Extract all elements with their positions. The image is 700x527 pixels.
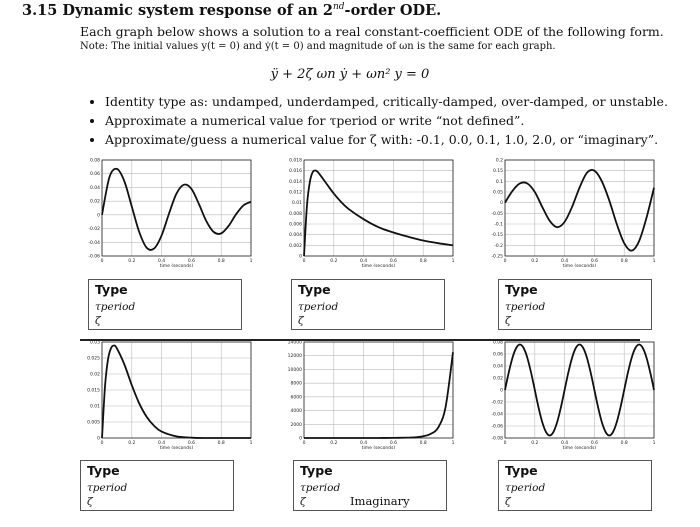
x-tick-label: 0.6 xyxy=(187,259,195,264)
plot-frame xyxy=(304,342,453,438)
y-tick-label: 0.02 xyxy=(492,376,503,382)
x-tick-label: 0.2 xyxy=(330,441,338,446)
y-tick-label: 0.015 xyxy=(87,388,100,394)
answer-zeta-value[interactable]: Imaginary xyxy=(350,494,410,508)
x-tick-label: 1 xyxy=(249,441,253,446)
y-tick-label: 0.1 xyxy=(495,179,503,185)
x-tick-label: 0.6 xyxy=(389,259,397,264)
y-tick-label: -0.1 xyxy=(494,222,503,228)
answer-zeta-label: ζ xyxy=(505,496,511,508)
chart-svg xyxy=(80,157,255,267)
y-tick-label: 0.08 xyxy=(492,340,503,346)
x-tick-label: 1 xyxy=(652,441,656,446)
y-tick-label: -0.2 xyxy=(494,243,503,249)
y-tick-label: 0.008 xyxy=(289,211,302,217)
x-tick-label: 0.4 xyxy=(561,441,569,446)
y-tick-label: -0.06 xyxy=(491,424,503,430)
x-tick-label: 1 xyxy=(451,441,455,446)
y-tick-label: 4000 xyxy=(290,409,302,415)
y-tick-label: 12000 xyxy=(287,354,302,360)
answer-period-label: τperiod xyxy=(298,301,339,313)
y-tick-label: 6000 xyxy=(290,395,302,401)
answer-period-label: τperiod xyxy=(300,482,341,494)
answer-zeta-label: ζ xyxy=(300,496,306,508)
answer-type-label: Type xyxy=(505,282,538,297)
response-curve xyxy=(102,169,251,250)
x-tick-label: 0.4 xyxy=(158,441,166,446)
response-curve xyxy=(102,346,251,439)
x-tick-label: 0.6 xyxy=(590,259,598,264)
y-tick-label: 0.02 xyxy=(89,199,100,205)
x-axis-label: time (seconds) xyxy=(562,264,597,267)
answer-type-label: Type xyxy=(87,463,120,478)
chart-svg xyxy=(282,157,457,267)
instruction-list xyxy=(85,92,668,149)
y-tick-label: -0.25 xyxy=(491,254,503,260)
answer-box-1[interactable] xyxy=(88,279,242,330)
problem-title-sup: nd xyxy=(332,2,345,13)
y-tick-label: -0.02 xyxy=(491,400,503,406)
answer-type-label: Type xyxy=(298,282,331,297)
answer-period-label: τperiod xyxy=(505,482,546,494)
x-tick-label: 0.4 xyxy=(561,259,569,264)
y-tick-label: 0 xyxy=(299,436,302,442)
x-tick-label: 0.8 xyxy=(419,259,427,264)
y-tick-label: 0.2 xyxy=(495,158,503,164)
y-tick-label: -0.15 xyxy=(491,233,503,239)
answer-box-5[interactable] xyxy=(293,460,447,511)
plot-frame xyxy=(505,160,654,256)
x-tick-label: 0.8 xyxy=(419,441,427,446)
y-tick-label: 0.15 xyxy=(492,169,503,175)
response-plot-4 xyxy=(80,339,255,449)
y-tick-label: 0.08 xyxy=(89,158,100,164)
y-tick-label: -0.02 xyxy=(88,227,100,233)
x-tick-label: 0.2 xyxy=(128,259,136,264)
answer-box-2[interactable] xyxy=(291,279,445,330)
y-tick-label: 0.014 xyxy=(289,179,302,185)
answer-period-label: τperiod xyxy=(95,301,136,313)
x-tick-label: 0.8 xyxy=(217,441,225,446)
y-tick-label: 0.025 xyxy=(87,356,100,362)
y-tick-label: 0.06 xyxy=(89,172,100,178)
intro-text: Each graph below shows a solution to a real constant-coefficient ODE of the following form. xyxy=(80,24,664,39)
y-tick-label: -0.04 xyxy=(491,412,503,418)
x-tick-label: 0.8 xyxy=(620,441,628,446)
x-tick-label: 0 xyxy=(503,259,507,264)
chart-svg xyxy=(483,339,658,449)
x-tick-label: 0.6 xyxy=(187,441,195,446)
y-tick-label: 0.06 xyxy=(492,352,503,358)
answer-type-label: Type xyxy=(505,463,538,478)
x-tick-label: 0.8 xyxy=(217,259,225,264)
problem-title-prefix: Dynamic system response of an 2 xyxy=(62,2,333,19)
x-tick-label: 0.2 xyxy=(330,259,338,264)
y-tick-label: 0.004 xyxy=(289,233,302,239)
y-tick-label: 0.03 xyxy=(89,340,100,346)
y-tick-label: -0.04 xyxy=(88,240,100,246)
plot-frame xyxy=(102,160,251,256)
y-tick-label: 0.05 xyxy=(492,190,503,196)
x-tick-label: 0 xyxy=(100,441,104,446)
x-tick-label: 0 xyxy=(100,259,104,264)
y-tick-label: 0.012 xyxy=(289,190,302,196)
answer-zeta-label: ζ xyxy=(87,496,93,508)
y-tick-label: 0 xyxy=(299,254,302,260)
y-tick-label: 0.005 xyxy=(87,420,100,426)
y-tick-label: 0.016 xyxy=(289,169,302,175)
x-tick-label: 1 xyxy=(249,259,253,264)
problem-heading xyxy=(22,2,441,19)
y-tick-label: 0 xyxy=(500,388,503,394)
chart-svg xyxy=(80,339,255,449)
y-tick-label: 0 xyxy=(97,213,100,219)
y-tick-label: 0.018 xyxy=(289,158,302,164)
answer-zeta-label: ζ xyxy=(298,315,304,327)
answer-period-label: τperiod xyxy=(505,301,546,313)
instruction-zeta: • Approximate/guess a numerical value for ζ with: -0.1, 0.0, 0.1, 1.0, 2.0, or “imaginary”. xyxy=(105,130,668,149)
response-plot-3 xyxy=(483,157,658,267)
y-tick-label: 0.002 xyxy=(289,243,302,249)
y-tick-label: 0.04 xyxy=(492,364,503,370)
response-curve xyxy=(304,352,453,438)
x-tick-label: 0 xyxy=(503,441,507,446)
problem-title-suffix: -order ODE. xyxy=(344,2,442,19)
answer-box-3[interactable] xyxy=(498,279,652,330)
response-curve xyxy=(505,170,654,251)
y-tick-label: 0.006 xyxy=(289,222,302,228)
instruction-period: • Approximate a numerical value for τperiod or write “not defined”. xyxy=(105,111,668,130)
y-tick-label: 14000 xyxy=(287,340,302,346)
response-plot-5 xyxy=(282,339,457,449)
problem-number: 3.15 xyxy=(22,2,58,19)
y-tick-label: 0.01 xyxy=(291,201,302,207)
note-text: Note: The initial values y(t = 0) and ẏ(t = 0) and magnitude of ωn is the same for each graph. xyxy=(80,41,556,52)
x-tick-label: 0.4 xyxy=(158,259,166,264)
y-tick-label: 2000 xyxy=(290,422,302,428)
x-tick-label: 0.4 xyxy=(360,259,368,264)
answer-type-label: Type xyxy=(95,282,128,297)
y-tick-label: -0.05 xyxy=(491,211,503,217)
x-tick-label: 1 xyxy=(652,259,656,264)
response-plot-2 xyxy=(282,157,457,267)
y-tick-label: 0 xyxy=(97,436,100,442)
instruction-type: • Identity type as: undamped, underdamped, critically-damped, over-damped, or unstable. xyxy=(105,92,668,111)
y-tick-label: 8000 xyxy=(290,381,302,387)
x-tick-label: 0.6 xyxy=(389,441,397,446)
y-tick-label: 0.02 xyxy=(89,372,100,378)
y-tick-label: 0.04 xyxy=(89,185,100,191)
response-plot-6 xyxy=(483,339,658,449)
answer-zeta-label: ζ xyxy=(505,315,511,327)
answer-zeta-label: ζ xyxy=(95,315,101,327)
y-tick-label: 0.01 xyxy=(89,404,100,410)
x-axis-label: time (seconds) xyxy=(361,264,396,267)
x-tick-label: 1 xyxy=(451,259,455,264)
answer-period-label: τperiod xyxy=(87,482,128,494)
y-tick-label: 0 xyxy=(500,201,503,207)
x-axis-label: time (seconds) xyxy=(159,446,194,449)
y-tick-label: -0.06 xyxy=(88,254,100,260)
answer-box-4[interactable] xyxy=(80,460,234,511)
x-axis-label: time (seconds) xyxy=(361,446,396,449)
x-tick-label: 0.2 xyxy=(531,259,539,264)
response-plot-1 xyxy=(80,157,255,267)
ode-equation: ÿ + 2ζ ωn ẏ + ωn² y = 0 xyxy=(270,67,430,82)
x-tick-label: 0.2 xyxy=(128,441,136,446)
x-tick-label: 0.2 xyxy=(531,441,539,446)
chart-svg xyxy=(282,339,457,449)
y-tick-label: -0.08 xyxy=(491,436,503,442)
chart-svg xyxy=(483,157,658,267)
x-tick-label: 0 xyxy=(302,259,306,264)
x-tick-label: 0.8 xyxy=(620,259,628,264)
answer-box-6[interactable] xyxy=(498,460,652,511)
x-tick-label: 0 xyxy=(302,441,306,446)
x-axis-label: time (seconds) xyxy=(159,264,194,267)
x-axis-label: time (seconds) xyxy=(562,446,597,449)
x-tick-label: 0.6 xyxy=(590,441,598,446)
x-tick-label: 0.4 xyxy=(360,441,368,446)
y-tick-label: 10000 xyxy=(287,367,302,373)
section-divider xyxy=(80,339,640,341)
answer-type-label: Type xyxy=(300,463,333,478)
